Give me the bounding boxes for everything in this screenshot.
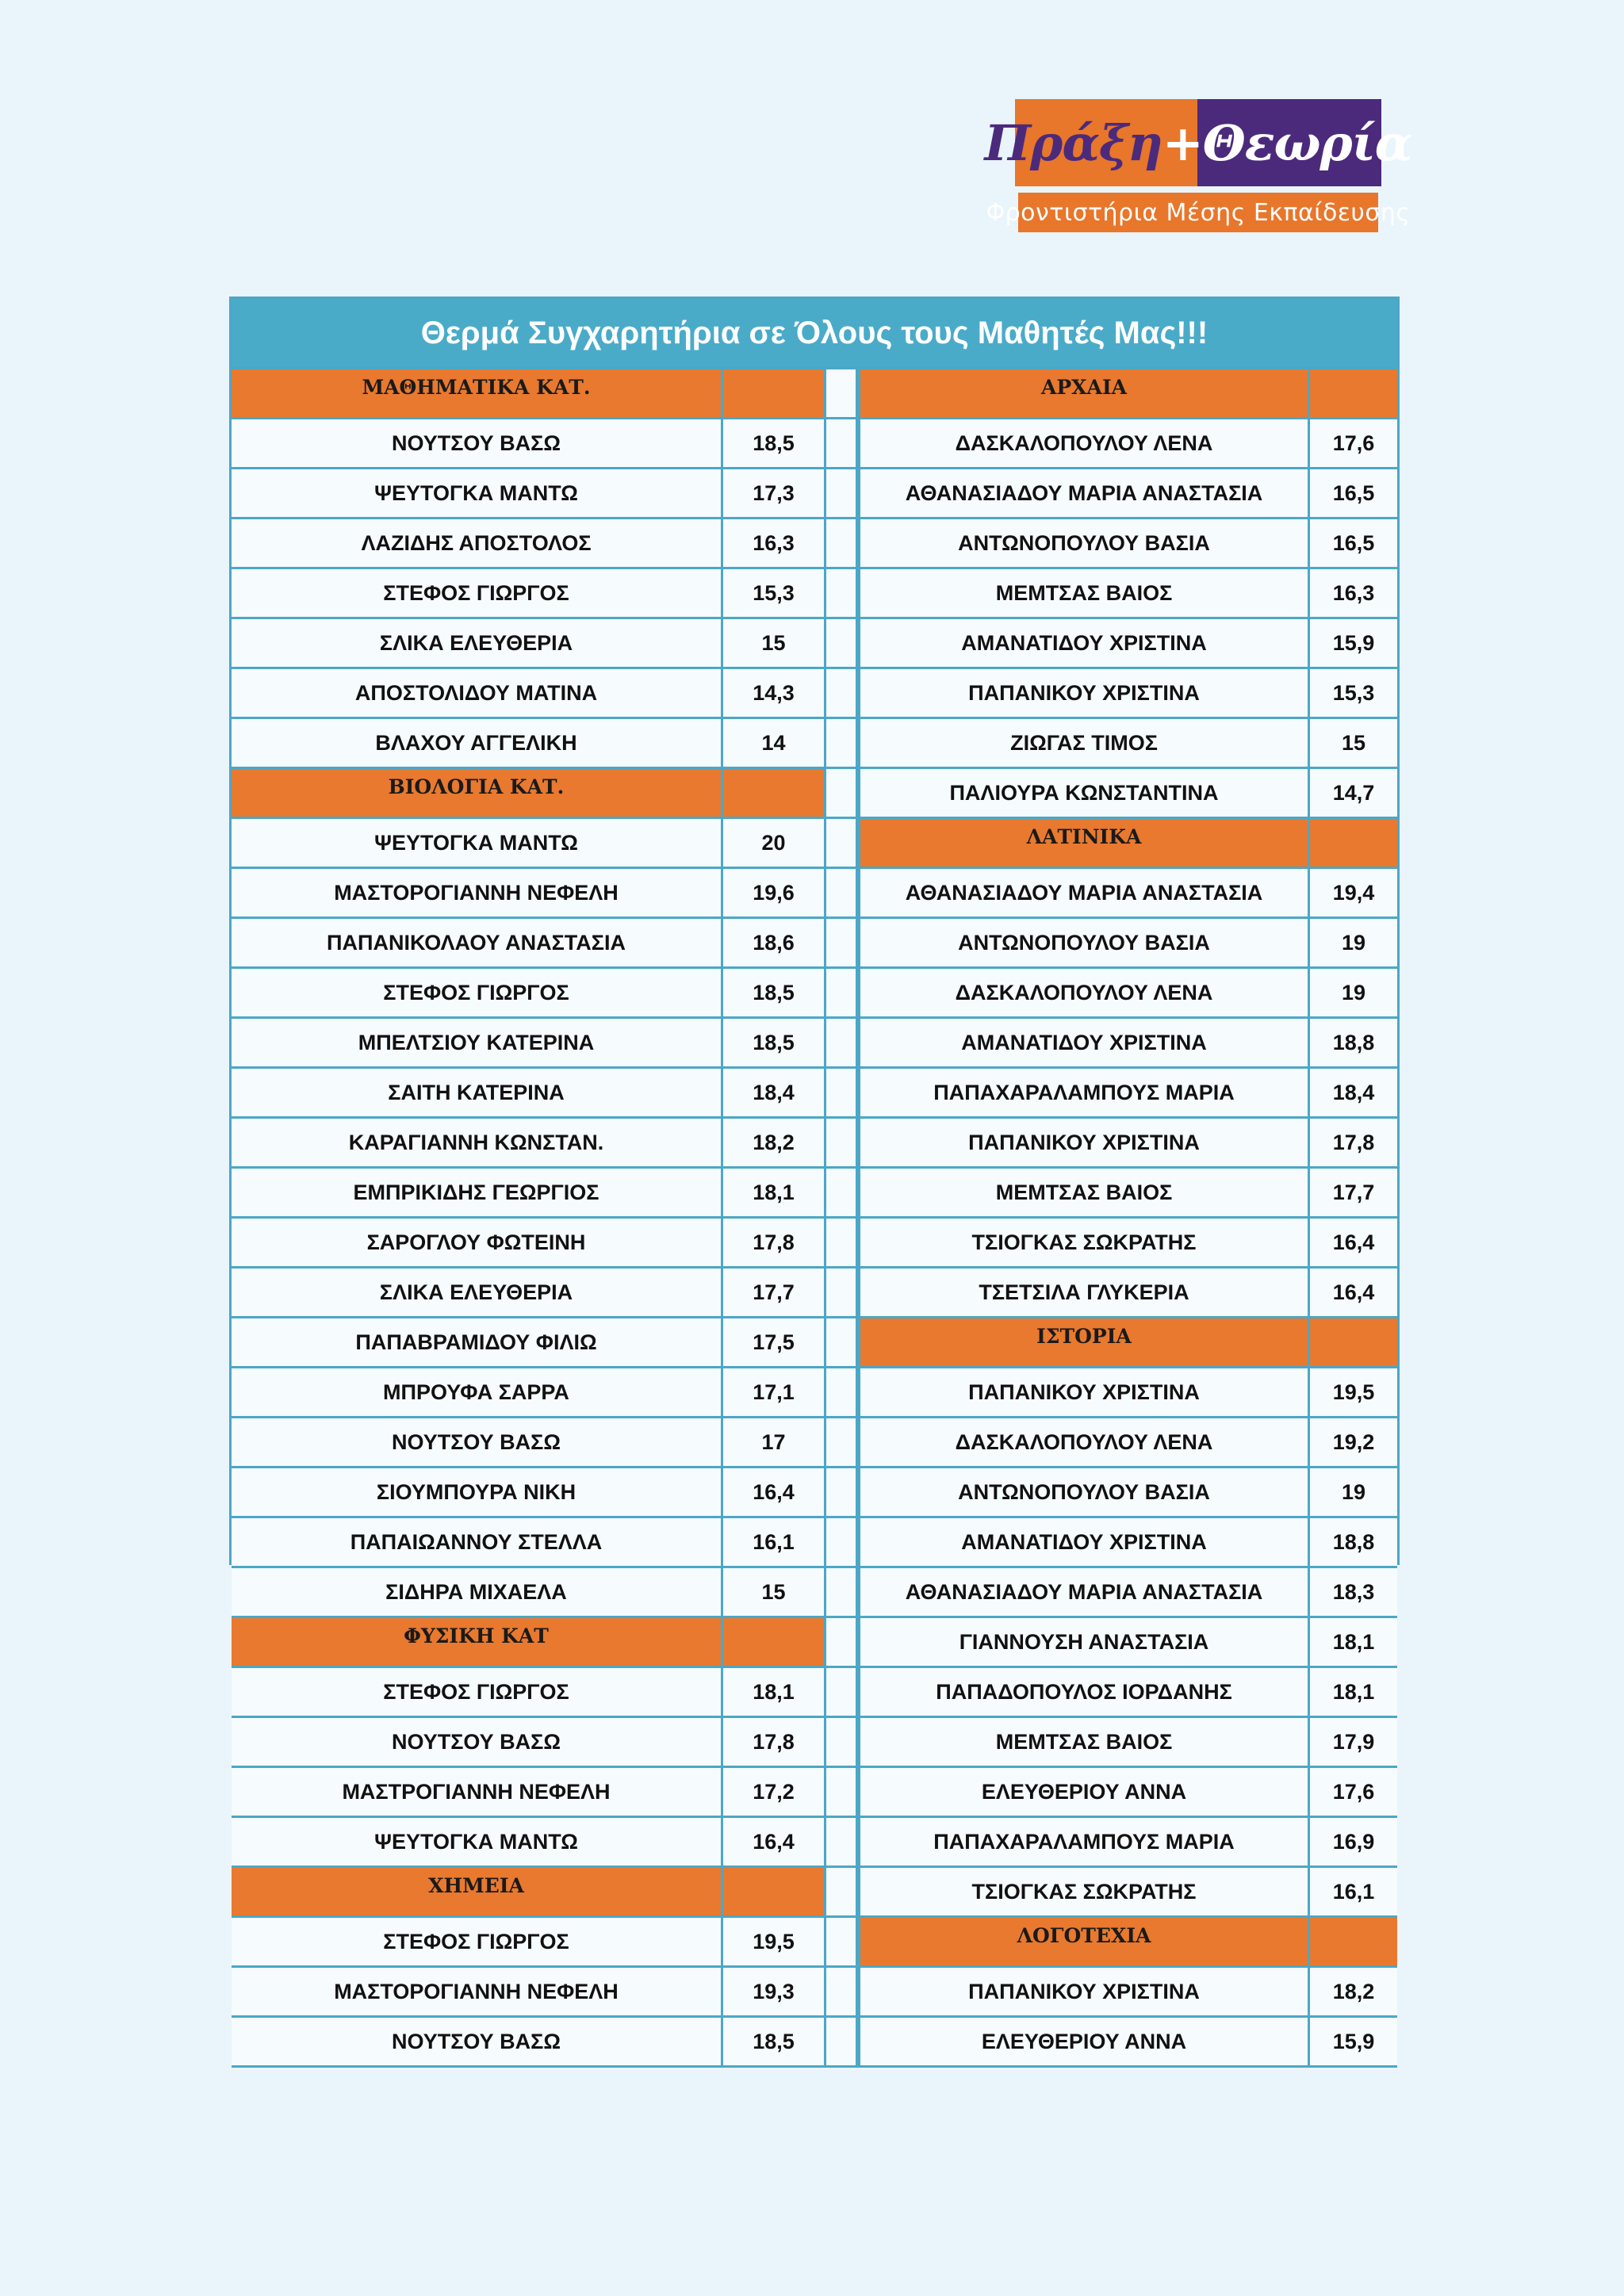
student-name: ΑΝΤΩΝΟΠΟΥΛΟΥ ΒΑΣΙΑ	[858, 519, 1310, 567]
student-score: 17,2	[723, 1768, 826, 1816]
spacer-cell	[826, 569, 858, 619]
spacer-cell	[826, 1518, 858, 1568]
student-row	[858, 1119, 1397, 1169]
student-row	[858, 919, 1397, 969]
student-score: 17,8	[723, 1219, 826, 1266]
student-row	[232, 619, 826, 669]
student-row	[858, 519, 1397, 569]
student-row	[858, 1818, 1397, 1868]
student-row	[232, 969, 826, 1019]
student-row	[232, 1768, 826, 1818]
spacer-cell	[826, 1318, 858, 1368]
spacer-cell	[826, 819, 858, 869]
student-row	[858, 969, 1397, 1019]
logo-tagline: Φροντιστήρια Μέσης Εκπαίδευσης	[1018, 193, 1378, 232]
student-score: 14	[723, 719, 826, 767]
student-name: ΑΘΑΝΑΣΙΑΔΟΥ ΜΑΡΙΑ ΑΝΑΣΤΑΣΙΑ	[858, 1568, 1310, 1616]
spacer-cell	[826, 369, 858, 419]
student-row	[232, 1668, 826, 1718]
student-row	[858, 1019, 1397, 1069]
student-row	[232, 819, 826, 869]
student-score: 17	[723, 1418, 826, 1466]
logo-plus: +	[1162, 113, 1203, 172]
student-score: 19,4	[1310, 869, 1397, 916]
logo-word-praxi: Πράξη	[984, 113, 1162, 172]
student-name: ΝΟΥΤΣΟΥ ΒΑΣΩ	[232, 419, 723, 467]
student-row	[232, 2018, 826, 2068]
student-score: 15	[723, 1568, 826, 1616]
student-name: ΠΑΠΑΝΙΚΟΥ ΧΡΙΣΤΙΝΑ	[858, 1119, 1310, 1166]
subject-name: ΦΥΣΙΚΗ ΚΑΤ	[232, 1618, 723, 1666]
spacer-cell	[826, 1019, 858, 1069]
subject-header-row	[858, 819, 1397, 869]
logo-word-theoria: Θεωρία	[1202, 113, 1412, 172]
student-row	[858, 769, 1397, 819]
spacer-cell	[826, 519, 858, 569]
student-score: 16,5	[1310, 519, 1397, 567]
student-name: ΚΑΡΑΓΙΑΝΝΗ ΚΩΝΣΤΑΝ.	[232, 1119, 723, 1166]
student-row	[232, 1818, 826, 1868]
student-row	[232, 1318, 826, 1368]
student-row	[858, 469, 1397, 519]
spacer-cell	[826, 1468, 858, 1518]
student-row	[232, 419, 826, 469]
student-row	[858, 1219, 1397, 1269]
student-name: ΠΑΠΑΙΩΑΝΝΟΥ ΣΤΕΛΛΑ	[232, 1518, 723, 1566]
subject-name: ΜΑΘΗΜΑΤΙΚΑ ΚΑΤ.	[232, 369, 723, 417]
student-score: 18,2	[1310, 1968, 1397, 2015]
student-score: 15,9	[1310, 619, 1397, 667]
student-row	[232, 1968, 826, 2018]
subject-name: ΑΡΧΑΙΑ	[858, 369, 1310, 417]
student-score: 19	[1310, 969, 1397, 1016]
spacer-cell	[826, 1818, 858, 1868]
student-row	[232, 1518, 826, 1568]
student-name: ΜΕΜΤΣΑΣ ΒΑΙΟΣ	[858, 1169, 1310, 1216]
student-name: ΝΟΥΤΣΟΥ ΒΑΣΩ	[232, 2018, 723, 2065]
subject-name: ΙΣΤΟΡΙΑ	[858, 1318, 1310, 1366]
student-score: 18,1	[723, 1668, 826, 1716]
student-score: 17,8	[723, 1718, 826, 1766]
student-score: 19,5	[1310, 1368, 1397, 1416]
spacer-cell	[826, 1269, 858, 1318]
student-name: ΣΛΙΚΑ ΕΛΕΥΘΕΡΙΑ	[232, 619, 723, 667]
student-row	[232, 1918, 826, 1968]
student-name: ΜΠΡΟΥΦΑ ΣΑΡΡΑ	[232, 1368, 723, 1416]
student-name: ΣΤΕΦΟΣ ΓΙΩΡΓΟΣ	[232, 1668, 723, 1716]
student-name: ΜΑΣΤΟΡΟΓΙΑΝΝΗ ΝΕΦΕΛΗ	[232, 869, 723, 916]
spacer-cell	[826, 1918, 858, 1968]
student-name: ΕΛΕΥΘΕΡΙΟΥ ΑΝΝΑ	[858, 2018, 1310, 2065]
student-name: ΠΑΠΑΝΙΚΟΥ ΧΡΙΣΤΙΝΑ	[858, 1968, 1310, 2015]
student-row	[858, 1968, 1397, 2018]
spacer-cell	[826, 1868, 858, 1918]
spacer-cell	[826, 1968, 858, 2018]
spacer-cell	[826, 969, 858, 1019]
student-name: ΣΑΙΤΗ ΚΑΤΕΡΙΝΑ	[232, 1069, 723, 1116]
student-score: 18,8	[1310, 1019, 1397, 1066]
student-name: ΑΝΤΩΝΟΠΟΥΛΟΥ ΒΑΣΙΑ	[858, 919, 1310, 966]
spacer-cell	[826, 1668, 858, 1718]
subject-header-row	[232, 1618, 826, 1668]
spacer-cell	[826, 1169, 858, 1219]
student-score: 15	[1310, 719, 1397, 767]
spacer-cell	[826, 769, 858, 819]
student-row	[858, 2018, 1397, 2068]
subject-score-cell	[1310, 1918, 1397, 1965]
student-score: 16,4	[723, 1818, 826, 1866]
student-score: 18,5	[723, 1019, 826, 1066]
student-name: ΣΤΕΦΟΣ ΓΙΩΡΓΟΣ	[232, 969, 723, 1016]
spacer-cell	[826, 1418, 858, 1468]
student-row	[232, 1468, 826, 1518]
student-row	[858, 1568, 1397, 1618]
spacer-cell	[826, 419, 858, 469]
student-row	[858, 1718, 1397, 1768]
right-column	[858, 369, 1397, 2068]
subject-score-cell	[723, 1618, 826, 1666]
student-row	[858, 569, 1397, 619]
student-score: 14,3	[723, 669, 826, 717]
subject-header-row	[232, 369, 826, 419]
subject-header-row	[232, 1868, 826, 1918]
subject-header-row	[858, 1918, 1397, 1968]
student-name: ΨΕΥΤΟΓΚΑ ΜΑΝΤΩ	[232, 1818, 723, 1866]
student-name: ΒΛΑΧΟΥ ΑΓΓΕΛΙΚΗ	[232, 719, 723, 767]
student-name: ΠΑΠΑΝΙΚΟΥ ΧΡΙΣΤΙΝΑ	[858, 1368, 1310, 1416]
student-name: ΣΙΔΗΡΑ ΜΙΧΑΕΛΑ	[232, 1568, 723, 1616]
subject-header-row	[232, 769, 826, 819]
student-row	[858, 1768, 1397, 1818]
student-row	[232, 1219, 826, 1269]
student-row	[858, 1468, 1397, 1518]
student-row	[232, 469, 826, 519]
spacer-cell	[826, 1119, 858, 1169]
student-score: 18,4	[1310, 1069, 1397, 1116]
student-row	[232, 1019, 826, 1069]
student-name: ΛΑΖΙΔΗΣ ΑΠΟΣΤΟΛΟΣ	[232, 519, 723, 567]
student-score: 16,4	[1310, 1219, 1397, 1266]
student-name: ΑΜΑΝΑΤΙΔΟΥ ΧΡΙΣΤΙΝΑ	[858, 1518, 1310, 1566]
student-name: ΨΕΥΤΟΓΚΑ ΜΑΝΤΩ	[232, 469, 723, 517]
spacer-cell	[826, 919, 858, 969]
student-row	[232, 719, 826, 769]
student-row	[232, 1368, 826, 1418]
student-score: 16,9	[1310, 1818, 1397, 1866]
student-name: ΑΜΑΝΑΤΙΔΟΥ ΧΡΙΣΤΙΝΑ	[858, 619, 1310, 667]
student-row	[232, 569, 826, 619]
left-column	[232, 369, 826, 2068]
student-score: 17,7	[1310, 1169, 1397, 1216]
subject-name: ΒΙΟΛΟΓΙΑ ΚΑΤ.	[232, 769, 723, 817]
middle-spacer-column	[826, 369, 858, 2068]
student-score: 18,2	[723, 1119, 826, 1166]
spacer-cell	[826, 1568, 858, 1618]
student-row	[858, 719, 1397, 769]
student-name: ΜΕΜΤΣΑΣ ΒΑΙΟΣ	[858, 569, 1310, 617]
student-name: ΣΛΙΚΑ ΕΛΕΥΘΕΡΙΑ	[232, 1269, 723, 1316]
student-row	[232, 1169, 826, 1219]
spacer-cell	[826, 469, 858, 519]
student-row	[858, 1518, 1397, 1568]
student-score: 18,4	[723, 1069, 826, 1116]
student-row	[858, 1368, 1397, 1418]
subject-score-cell	[1310, 369, 1397, 417]
student-score: 16,3	[1310, 569, 1397, 617]
subject-header-row	[858, 369, 1397, 419]
spacer-cell	[826, 1768, 858, 1818]
student-row	[232, 519, 826, 569]
student-score: 17,6	[1310, 1768, 1397, 1816]
student-name: ΠΑΠΑΒΡΑΜΙΔΟΥ ΦΙΛΙΩ	[232, 1318, 723, 1366]
student-name: ΠΑΠΑΧΑΡΑΛΑΜΠΟΥΣ ΜΑΡΙΑ	[858, 1818, 1310, 1866]
student-score: 19,3	[723, 1968, 826, 2015]
student-name: ΓΙΑΝΝΟΥΣΗ ΑΝΑΣΤΑΣΙΑ	[858, 1618, 1310, 1666]
student-row	[858, 1868, 1397, 1918]
student-score: 17,3	[723, 469, 826, 517]
subject-name: ΛΑΤΙΝΙΚΑ	[858, 819, 1310, 867]
student-name: ΤΣΙΟΓΚΑΣ ΣΩΚΡΑΤΗΣ	[858, 1219, 1310, 1266]
student-score: 20	[723, 819, 826, 867]
spacer-cell	[826, 1718, 858, 1768]
student-score: 18,1	[723, 1169, 826, 1216]
student-score: 19,2	[1310, 1418, 1397, 1466]
student-score: 19	[1310, 919, 1397, 966]
student-score: 18,5	[723, 969, 826, 1016]
student-name: ΨΕΥΤΟΓΚΑ ΜΑΝΤΩ	[232, 819, 723, 867]
student-name: ΝΟΥΤΣΟΥ ΒΑΣΩ	[232, 1418, 723, 1466]
student-score: 19,5	[723, 1918, 826, 1965]
spacer-cell	[826, 1618, 858, 1668]
student-row	[858, 1169, 1397, 1219]
results-grid	[232, 369, 1397, 2053]
subject-score-cell	[1310, 1318, 1397, 1366]
logo-wordmark	[984, 99, 1412, 186]
spacer-cell	[826, 1219, 858, 1269]
student-name: ΖΙΩΓΑΣ ΤΙΜΟΣ	[858, 719, 1310, 767]
spacer-cell	[826, 869, 858, 919]
student-score: 17,5	[723, 1318, 826, 1366]
student-name: ΔΑΣΚΑΛΟΠΟΥΛΟΥ ΛΕΝΑ	[858, 1418, 1310, 1466]
student-name: ΕΜΠΡΙΚΙΔΗΣ ΓΕΩΡΓΙΟΣ	[232, 1169, 723, 1216]
spacer-cell	[826, 2018, 858, 2068]
student-row	[232, 1069, 826, 1119]
student-score: 18,1	[1310, 1668, 1397, 1716]
student-row	[858, 1418, 1397, 1468]
student-row	[232, 1718, 826, 1768]
student-name: ΠΑΠΑΝΙΚΟΛΑΟΥ ΑΝΑΣΤΑΣΙΑ	[232, 919, 723, 966]
student-score: 17,7	[723, 1269, 826, 1316]
student-name: ΤΣΙΟΓΚΑΣ ΣΩΚΡΑΤΗΣ	[858, 1868, 1310, 1915]
student-row	[232, 669, 826, 719]
student-row	[858, 1668, 1397, 1718]
student-row	[232, 919, 826, 969]
student-name: ΑΠΟΣΤΟΛΙΔΟΥ ΜΑΤΙΝΑ	[232, 669, 723, 717]
student-score: 15,3	[723, 569, 826, 617]
student-row	[858, 619, 1397, 669]
student-name: ΑΘΑΝΑΣΙΑΔΟΥ ΜΑΡΙΑ ΑΝΑΣΤΑΣΙΑ	[858, 469, 1310, 517]
student-name: ΑΘΑΝΑΣΙΑΔΟΥ ΜΑΡΙΑ ΑΝΑΣΤΑΣΙΑ	[858, 869, 1310, 916]
student-score: 14,7	[1310, 769, 1397, 817]
subject-score-cell	[723, 769, 826, 817]
student-score: 16,1	[1310, 1868, 1397, 1915]
student-score: 17,6	[1310, 419, 1397, 467]
student-name: ΜΠΕΛΤΣΙΟΥ ΚΑΤΕΡΙΝΑ	[232, 1019, 723, 1066]
student-row	[232, 1269, 826, 1318]
student-score: 17,1	[723, 1368, 826, 1416]
student-score: 19,6	[723, 869, 826, 916]
congratulations-banner: Θερμά Συγχαρητήρια σε Όλους τους Μαθητές Μας!!!	[232, 299, 1397, 369]
student-row	[232, 1418, 826, 1468]
student-row	[858, 1618, 1397, 1668]
student-score: 18,1	[1310, 1618, 1397, 1666]
spacer-cell	[826, 619, 858, 669]
student-name: ΔΑΣΚΑΛΟΠΟΥΛΟΥ ΛΕΝΑ	[858, 419, 1310, 467]
student-row	[858, 869, 1397, 919]
student-score: 16,3	[723, 519, 826, 567]
student-score: 15,9	[1310, 2018, 1397, 2065]
student-score: 18,5	[723, 419, 826, 467]
brand-logo	[984, 99, 1412, 232]
student-score: 16,5	[1310, 469, 1397, 517]
student-row	[858, 669, 1397, 719]
student-score: 15	[723, 619, 826, 667]
student-row	[858, 1069, 1397, 1119]
student-name: ΣΑΡΟΓΛΟΥ ΦΩΤΕΙΝΗ	[232, 1219, 723, 1266]
student-score: 15,3	[1310, 669, 1397, 717]
student-name: ΝΟΥΤΣΟΥ ΒΑΣΩ	[232, 1718, 723, 1766]
subject-score-cell	[1310, 819, 1397, 867]
subject-score-cell	[723, 369, 826, 417]
student-name: ΣΙΟΥΜΠΟΥΡΑ ΝΙΚΗ	[232, 1468, 723, 1516]
student-name: ΠΑΛΙΟΥΡΑ ΚΩΝΣΤΑΝΤΙΝΑ	[858, 769, 1310, 817]
spacer-cell	[826, 1368, 858, 1418]
student-row	[232, 1568, 826, 1618]
subject-name: ΧΗΜΕΙΑ	[232, 1868, 723, 1915]
student-name: ΠΑΠΑΧΑΡΑΛΑΜΠΟΥΣ ΜΑΡΙΑ	[858, 1069, 1310, 1116]
student-score: 19	[1310, 1468, 1397, 1516]
student-row	[232, 1119, 826, 1169]
student-name: ΜΕΜΤΣΑΣ ΒΑΙΟΣ	[858, 1718, 1310, 1766]
student-name: ΑΝΤΩΝΟΠΟΥΛΟΥ ΒΑΣΙΑ	[858, 1468, 1310, 1516]
student-score: 18,8	[1310, 1518, 1397, 1566]
student-score: 18,5	[723, 2018, 826, 2065]
student-score: 18,3	[1310, 1568, 1397, 1616]
student-row	[858, 419, 1397, 469]
student-score: 17,8	[1310, 1119, 1397, 1166]
subject-score-cell	[723, 1868, 826, 1915]
student-name: ΔΑΣΚΑΛΟΠΟΥΛΟΥ ΛΕΝΑ	[858, 969, 1310, 1016]
student-score: 16,1	[723, 1518, 826, 1566]
student-row	[858, 1269, 1397, 1318]
student-name: ΕΛΕΥΘΕΡΙΟΥ ΑΝΝΑ	[858, 1768, 1310, 1816]
student-score: 18,6	[723, 919, 826, 966]
spacer-cell	[826, 719, 858, 769]
spacer-cell	[826, 1069, 858, 1119]
student-name: ΠΑΠΑΝΙΚΟΥ ΧΡΙΣΤΙΝΑ	[858, 669, 1310, 717]
student-name: ΤΣΕΤΣΙΛΑ ΓΛΥΚΕΡΙΑ	[858, 1269, 1310, 1316]
student-score: 17,9	[1310, 1718, 1397, 1766]
student-name: ΜΑΣΤΟΡΟΓΙΑΝΝΗ ΝΕΦΕΛΗ	[232, 1968, 723, 2015]
student-row	[232, 869, 826, 919]
student-name: ΣΤΕΦΟΣ ΓΙΩΡΓΟΣ	[232, 569, 723, 617]
student-score: 16,4	[723, 1468, 826, 1516]
results-board	[229, 297, 1400, 2053]
student-score: 16,4	[1310, 1269, 1397, 1316]
spacer-cell	[826, 669, 858, 719]
student-name: ΜΑΣΤΡΟΓΙΑΝΝΗ ΝΕΦΕΛΗ	[232, 1768, 723, 1816]
subject-header-row	[858, 1318, 1397, 1368]
student-name: ΣΤΕΦΟΣ ΓΙΩΡΓΟΣ	[232, 1918, 723, 1965]
subject-name: ΛΟΓΟΤΕΧΙΑ	[858, 1918, 1310, 1965]
student-name: ΠΑΠΑΔΟΠΟΥΛΟΣ ΙΟΡΔΑΝΗΣ	[858, 1668, 1310, 1716]
student-name: ΑΜΑΝΑΤΙΔΟΥ ΧΡΙΣΤΙΝΑ	[858, 1019, 1310, 1066]
